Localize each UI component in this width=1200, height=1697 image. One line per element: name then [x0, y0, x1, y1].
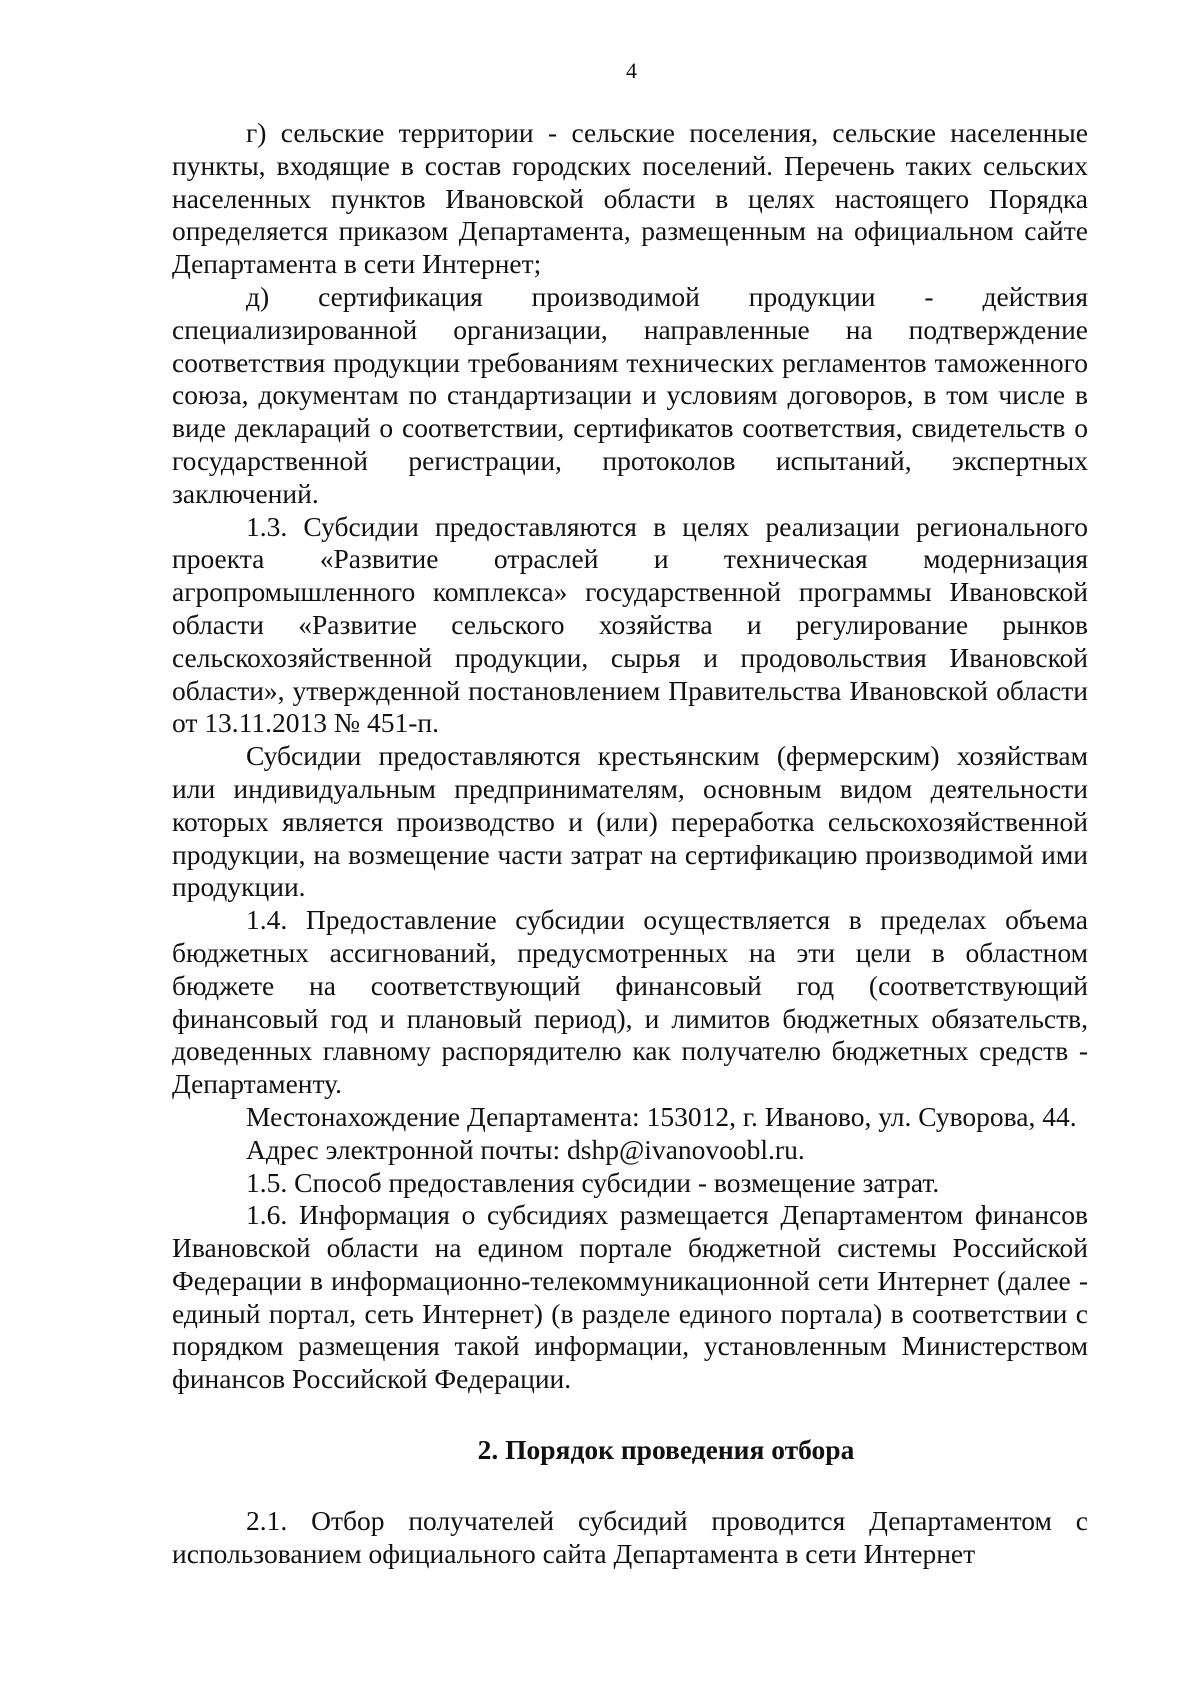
document-body — [172, 117, 1088, 1570]
section-heading: 2. Порядок проведения отбора — [477, 1434, 855, 1466]
page-number: 4 — [626, 58, 637, 83]
paragraph-definition-d: д) сертификация производимой продукции - действия специализированной организации, направленные на подтверждение соответствия продукции требованиям технических регламентов таможенного союза, документам по стандартизации и условиям договоров, в том числе в виде деклараций о соответствии, сертификатов соответствия, свидетельств о государственной регистрации, протоколов испытаний, экспертных заключений. — [172, 280, 1088, 509]
paragraph-1-3: 1.3. Субсидии предоставляются в целях реализации регионального проекта «Развитие отраслей и техническая модернизация агропромышленного комплекса» государственной программы Ивановской области «Развитие сельского хозяйства и регулирование рынков сельскохозяйственной продукции, сырья и продовольствия Ивановской области», утвержденной постановлением Правительства Ивановской области от 13.11.2013 № 451-п. — [172, 510, 1088, 739]
paragraph-1-6: 1.6. Информация о субсидиях размещается Департаментом финансов Ивановской области на едином портале бюджетной системы Российской Федерации в информационно-телекоммуникационной сети Интернет (далее - единый портал, сеть Интернет) (в разделе единого портала) в соответствии с порядком размещения такой информации, установленным Министерством финансов Российской Федерации. — [172, 1199, 1088, 1395]
paragraph-subsidy-recipients: Субсидии предоставляются крестьянским (фермерским) хозяйствам или индивидуальным предпринимателям, основным видом деятельности которых является производство и (или) переработка сельскохозяйственной продукции, на возмещение части затрат на сертификацию производимой ими продукции. — [172, 740, 1088, 903]
paragraph-email: Адрес электронной почты: dshp@ivanovoobl.ru. — [246, 1133, 805, 1165]
paragraph-definition-g: г) сельские территории - сельские поселения, сельские населенные пункты, входящие в состав городских поселений. Перечень таких сельских населенных пунктов Ивановской области в целях настоящего Порядка определяется приказом Департамента, размещенным на официальном сайте Департамента в сети Интернет; — [172, 117, 1088, 280]
paragraph-1-5: 1.5. Способ предоставления субсидии - возмещение затрат. — [246, 1166, 940, 1198]
paragraph-location: Местонахождение Департамента: 153012, г. Иваново, ул. Суворова, 44. — [246, 1100, 1077, 1132]
paragraph-1-4: 1.4. Предоставление субсидии осуществляется в пределах объема бюджетных ассигнований, предусмотренных на эти цели в областном бюджете на соответствующий финансовый год (соответствующий финансовый год и плановый период), и лимитов бюджетных обязательств, доведенных главному распорядителю как получателю бюджетных средств - Департаменту. — [172, 904, 1088, 1100]
paragraph-2-1: 2.1. Отбор получателей субсидий проводится Департаментом с использованием официального сайта Департамента в сети Интернет — [172, 1504, 1088, 1569]
